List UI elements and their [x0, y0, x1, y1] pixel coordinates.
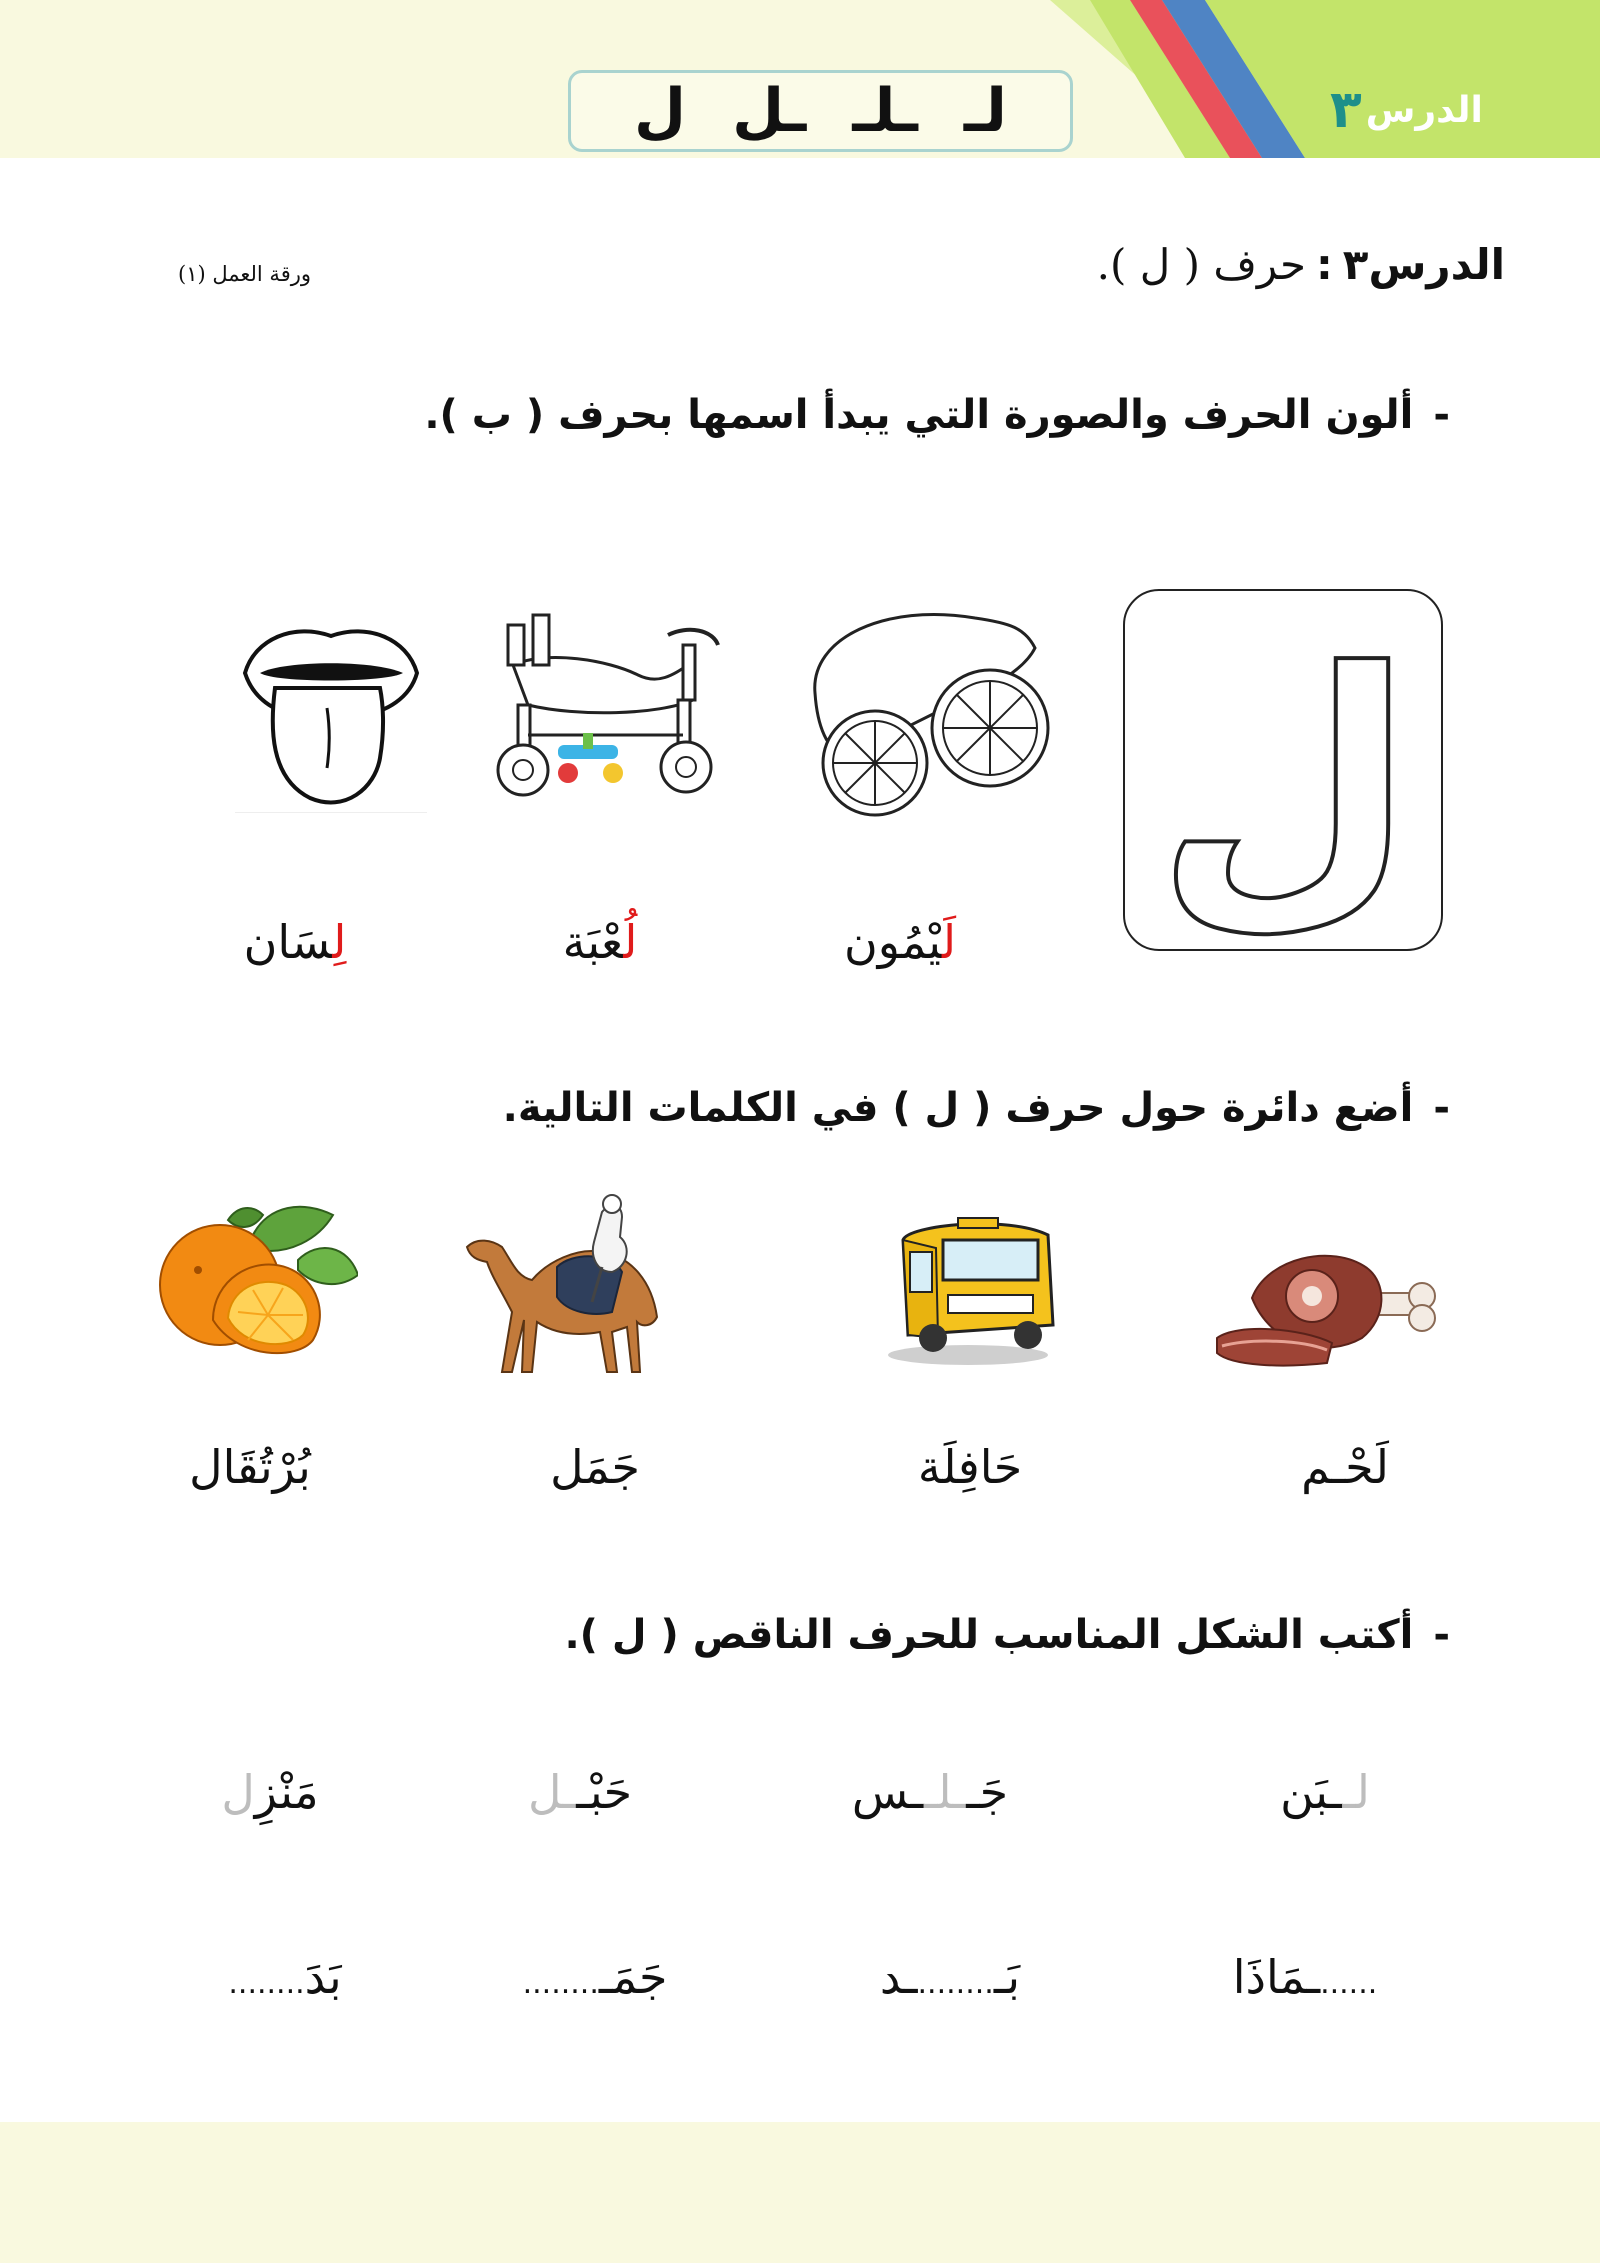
word-part-after: ـبَن: [1280, 1765, 1343, 1819]
letter-form-2: ـل: [732, 76, 807, 146]
word-lemon-first-letter: لَ: [942, 915, 957, 969]
lesson-title-text: حرف ( ل ).: [1096, 240, 1306, 289]
instruction-dash: -: [1433, 392, 1450, 438]
instruction-write-letter: [564, 1612, 1450, 1658]
letter-form-4: لـ: [963, 76, 1007, 146]
toy-icon[interactable]: [488, 605, 738, 810]
lesson-tag-label: الدرس: [1365, 89, 1483, 131]
trace-word-4[interactable]: [190, 1765, 350, 1819]
word-bus[interactable]: حَافِلَة: [917, 1440, 1023, 1494]
lesson-title-separator: :: [1316, 240, 1333, 289]
word-toy: [530, 915, 670, 969]
worksheet-number: ورقة العمل (١): [178, 262, 312, 286]
word-tongue-rest: سَان: [243, 915, 333, 969]
trace-word-1[interactable]: [1240, 1765, 1410, 1819]
word-tongue-first-letter: لِ: [332, 915, 347, 969]
word-part-after: ـس: [851, 1765, 924, 1819]
word-part-before: مَنْزِ: [254, 1765, 319, 1819]
fill-word-4[interactable]: [210, 1950, 360, 2004]
letter-form-3: ـلـ: [852, 76, 918, 146]
instruction-color-letter: [424, 392, 1450, 438]
letter-form-1: ل: [634, 76, 687, 146]
word-orange[interactable]: بُرْتُقَال: [189, 1440, 311, 1494]
trace-letter: ل: [221, 1765, 255, 1819]
meat-icon[interactable]: [1212, 1238, 1444, 1370]
instruction-circle-letter: [503, 1085, 1450, 1131]
bus-icon[interactable]: [888, 1210, 1060, 1370]
word-part-after: ـمَاذَا: [1232, 1950, 1321, 2004]
word-part-after: ـد: [879, 1950, 918, 2004]
blank-dots[interactable]: ........: [228, 1966, 305, 2001]
footer-band: [0, 2122, 1600, 2263]
word-camel[interactable]: جَمَل: [550, 1440, 640, 1494]
word-part-before: جَـ: [966, 1765, 1009, 1819]
trace-word-3[interactable]: [490, 1765, 670, 1819]
lesson-title: [505, 240, 1505, 289]
instruction-dash: -: [1433, 1612, 1450, 1658]
camel-icon[interactable]: [462, 1192, 667, 1377]
instruction-text: ألون الحرف والصورة التي يبدأ اسمها بحرف ( ب ).: [424, 392, 1414, 438]
blank-dots[interactable]: ......: [1320, 1966, 1378, 2001]
blank-dots[interactable]: ........: [917, 1966, 994, 2001]
svg-text:ل: ل: [1154, 608, 1416, 953]
tongue-icon[interactable]: [235, 618, 427, 813]
word-lemon-rest: يْمُون: [843, 915, 942, 969]
word-toy-first-letter: لُ: [623, 915, 638, 969]
orange-icon[interactable]: [158, 1200, 358, 1357]
letter-forms-box: [568, 70, 1073, 152]
word-part-before: بَـ: [993, 1950, 1021, 2004]
lesson-title-label: الدرس٣: [1342, 240, 1505, 289]
word-toy-rest: عْبَة: [562, 915, 624, 969]
word-tongue: [225, 915, 365, 969]
outlined-letter-lam-icon: [1125, 591, 1445, 953]
header-band: [0, 0, 1600, 158]
trace-letter: لـ: [1342, 1765, 1370, 1819]
trace-letter: ـل: [527, 1765, 577, 1819]
lesson-tag-number: ٣: [1330, 80, 1362, 140]
word-part-before: حَبْـ: [576, 1765, 633, 1819]
instruction-text: أكتب الشكل المناسب للحرف الناقص ( ل ).: [564, 1612, 1414, 1658]
word-part-before: بَدَ: [304, 1950, 342, 2004]
instruction-text: أضع دائرة حول حرف ( ل ) في الكلمات التالية.: [502, 1085, 1414, 1131]
fill-word-1[interactable]: [1215, 1950, 1395, 2004]
fill-word-3[interactable]: [500, 1950, 690, 2004]
word-part-before: جَمَـ: [598, 1950, 668, 2004]
trace-letter: ـلـ: [924, 1765, 967, 1819]
lemon-icon[interactable]: [795, 598, 1065, 818]
blank-dots[interactable]: ........: [522, 1966, 599, 2001]
letter-card[interactable]: [1123, 589, 1443, 951]
word-lemon: [820, 915, 980, 969]
word-meat[interactable]: لَحْـم: [1301, 1440, 1389, 1494]
fill-word-2[interactable]: [850, 1950, 1050, 2004]
lesson-tag: [1330, 80, 1483, 140]
instruction-dash: -: [1433, 1085, 1450, 1131]
trace-word-2[interactable]: [810, 1765, 1050, 1819]
